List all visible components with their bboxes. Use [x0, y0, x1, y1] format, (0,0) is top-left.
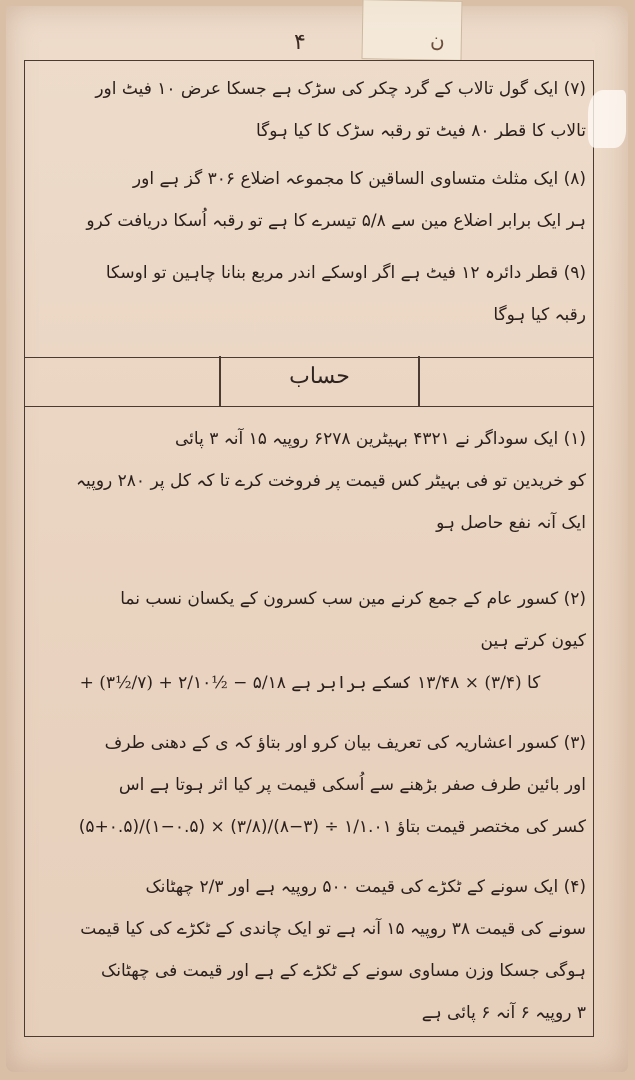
- exercise-line: (۹) قطر دائرہ ۱۲ فیٹ ہے اگر اوسکے اندر مربع بنانا چاہین تو اوسکا: [105, 263, 586, 283]
- exercise-4: [34, 866, 586, 1034]
- exercise-line: (۷) ایک گول تالاب کے گرد چکر کی سڑک ہے جسکا عرض ۱۰ فیٹ اور: [95, 79, 586, 99]
- header-divider-right: [418, 356, 420, 406]
- page-number: ۴: [294, 30, 306, 55]
- exercise-line: (۲) کسور عام کے جمع کرنے مین سب کسرون کے یکسان نسب نما: [120, 589, 586, 609]
- exercise-line: ہر ایک برابر اضلاع مین سے ۵/۸ تیسرے کا ہے تو رقبہ اُسکا دریافت کرو: [86, 211, 586, 231]
- exercise-line: ۳ روپیہ ۶ آنہ ۶ پائی ہے: [421, 1003, 586, 1023]
- exercise-3: [34, 722, 586, 848]
- paper-stain: [588, 90, 626, 148]
- exercise-line: تالاب کا قطر ۸۰ فیٹ تو رقبہ سڑک کا کیا ہوگا: [255, 121, 586, 141]
- exercise-line: کسر کی مختصر قیمت بتاؤ ۱/۱.۰۱ ÷ (۳−۸)/(۳/۸) × (۰.۵−۱)/(۰.۵+۵): [78, 817, 586, 837]
- exercise-line: (۱) ایک سوداگر نے ۴۳۲۱ بہیٹرین ۶۲۷۸ روپیہ ۱۵ آنہ ۳ پائی: [175, 429, 586, 449]
- exercise-line: (۳) کسور اعشاریہ کی تعریف بیان کرو اور بتاؤ کہ ی کے دھنی طرف: [104, 733, 586, 753]
- exercise-line: رقبہ کیا ہوگا: [493, 305, 586, 325]
- exercise-8: [34, 158, 586, 242]
- exercise-line: ہوگی جسکا وزن مساوی سونے کے ٹکڑے کے ہے اور قیمت فی چھٹانک: [101, 961, 586, 981]
- exercise-7: [34, 68, 586, 152]
- exercise-line: ایک آنہ نفع حاصل ہو: [436, 513, 586, 533]
- paper-tape-patch: [361, 0, 462, 61]
- section-title: حساب: [289, 364, 350, 389]
- exercise-2: [34, 578, 586, 662]
- exercise-1: [34, 418, 586, 544]
- exercise-9: [34, 252, 586, 336]
- exercise-line: (۴) ایک سونے کے ٹکڑے کی قیمت ۵۰۰ روپیہ ہے اور ۲/۳ چھٹانک: [145, 877, 586, 897]
- fraction-expression: + (۳½/۷) + ۲/۱۰½ − ۵/۱۸ کا (۳/۴) × ۱۳/۴۸ کسکے برابر ہے: [79, 673, 541, 693]
- exercise-line: اور بائین طرف صفر بڑھنے سے اُسکی قیمت پر کیا اثر ہوتا ہے اس: [118, 775, 586, 795]
- exercise-line: کو خریدین تو فی بہیٹر کس قیمت پر فروخت کرے تا کہ کل پر ۲۸۰ روپیہ: [76, 471, 586, 491]
- exercise-line: کیون کرتے ہین: [480, 631, 586, 651]
- corner-mark: ن: [430, 28, 445, 52]
- section-header-row: [24, 356, 594, 407]
- exercise-line: سونے کی قیمت ۳۸ روپیہ ۱۵ آنہ ہے تو ایک چاندی کے ٹکڑے کی کیا قیمت: [80, 919, 586, 939]
- exercise-line: (۸) ایک مثلث متساوی الساقین کا مجموعہ اضلاع ۳۰۶ گز ہے اور: [132, 169, 586, 189]
